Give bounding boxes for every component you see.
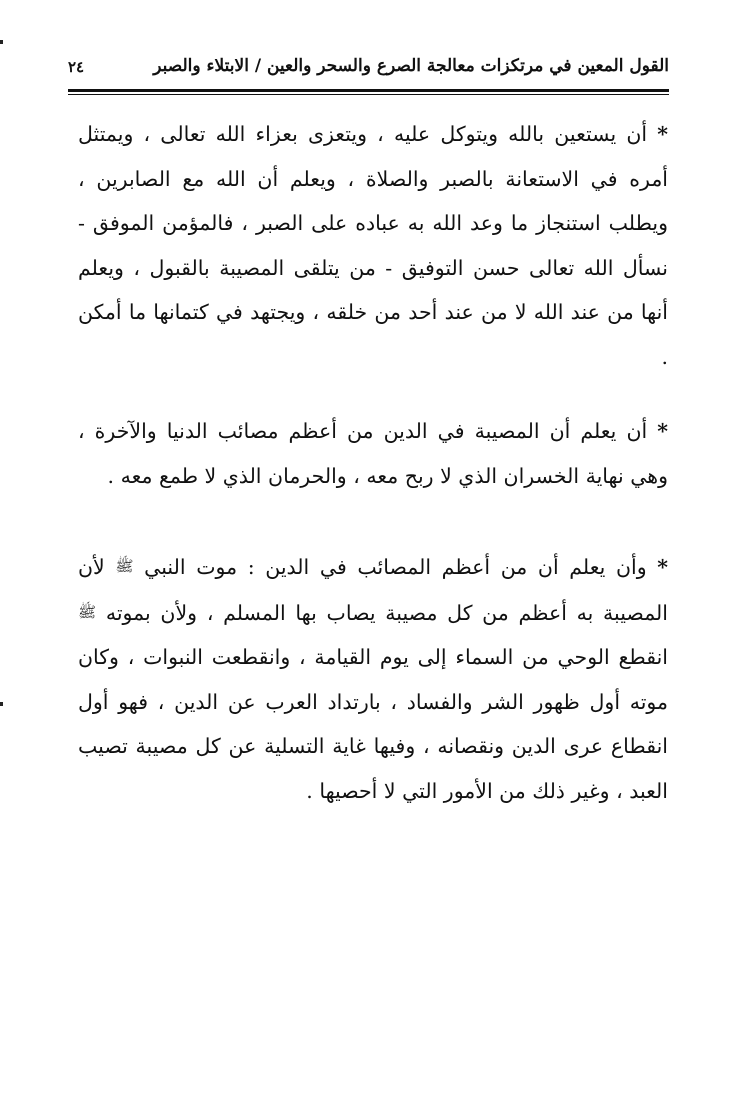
paragraph-text-part-3: انقطع الوحي من السماء إلى يوم القيامة ، وانقطعت النبوات ، وكان موته أول ظهور الشر والفساد ، بارتداد العرب عن الدين ، فهو أول انقطاع عرى الدين ونقصانه ، وفيها غاية التسلية عن كل مصيبة تصيب العبد ، وغير ذلك من الأمور التي لا أحصيها .	[78, 645, 668, 803]
honorific-symbol: ﷺ	[115, 557, 134, 575]
scan-edge-mark	[0, 40, 3, 44]
paragraph-3	[78, 544, 668, 813]
paragraph-text: أن يعلم أن المصيبة في الدين من أعظم مصائب الدنيا والآخرة ، وهي نهاية الخسران الذي لا ربح معه ، والحرمان الذي لا طمع معه .	[78, 419, 668, 488]
body-text	[78, 112, 668, 813]
paragraph-2	[78, 409, 668, 498]
page-number: ٢٤	[68, 58, 85, 76]
header-rule-thin	[68, 94, 669, 95]
paragraph-1	[78, 112, 668, 379]
bullet-marker: *	[657, 555, 668, 579]
paragraph-text: أن يستعين بالله ويتوكل عليه ، ويتعزى بعزاء الله تعالى ، ويمتثل أمره في الاستعانة بالصبر والصلاة ، ويعلم أن الله مع الصابرين ، ويطلب استنجاز ما وعد الله به عباده على الصبر ، فالمؤمن الموفق - نسأل الله تعالى حسن التوفيق - من يتلقى المصيبة بالقبول ، ويعلم أنها من عند الله لا من عند أحد من خلقه ، ويجتهد في كتمانها ما أمكن .	[78, 122, 668, 369]
scan-edge-mark	[0, 702, 3, 706]
honorific-symbol: ﷺ	[78, 602, 97, 621]
bullet-marker: *	[657, 122, 668, 146]
header-title: القول المعين في مرتكزات معالجة الصرع والسحر والعين / الابتلاء والصبر	[153, 56, 669, 76]
header-rule-thick	[68, 89, 669, 92]
bullet-marker: *	[657, 419, 668, 443]
running-header	[68, 52, 669, 86]
paragraph-text-part-1: وأن يعلم أن من أعظم المصائب في الدين : موت النبي	[144, 555, 647, 579]
paragraph-text-part-2: لأن المصيبة به أعظم من كل مصيبة يصاب بها المسلم ، ولأن بموته	[78, 555, 668, 625]
